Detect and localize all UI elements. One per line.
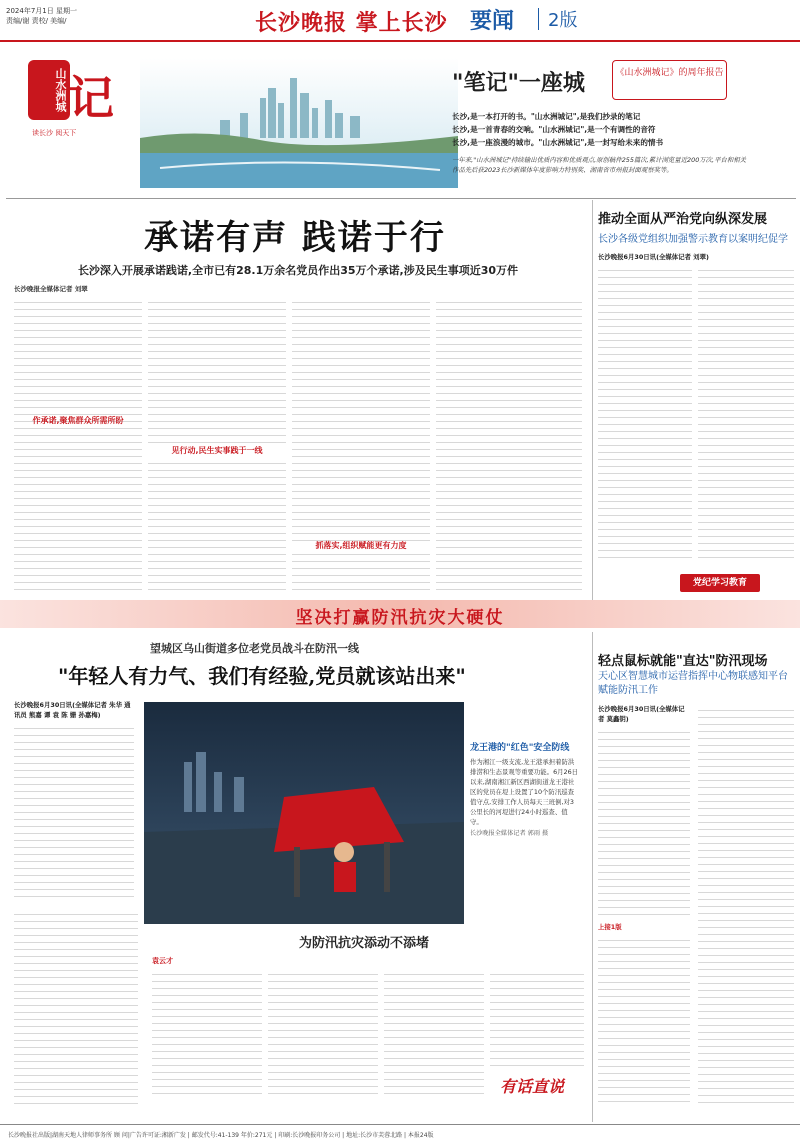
lead-column-3 — [292, 296, 430, 596]
essay-column-3 — [384, 968, 484, 1100]
lead-column-2 — [148, 296, 286, 596]
banner-line: 长沙,是一座浪漫的城市。"山水洲城记",是一封写给未来的情书 — [452, 138, 664, 147]
photo-caption: 作为湘江一级支流,龙王港承担着防洪排涝和生态景观等重要功能。6月26日以来,湖南湘江新区西湖街道龙王港社区的党员在堤上设置了10个防汛巡查值守点,安排工作人员每天三班倒,对3公里长的河堤进行24小时巡查、值守。 — [470, 758, 579, 826]
essay-byline: 袁云才 — [152, 957, 173, 965]
feature-kicker: 望城区乌山街道多位老党员战斗在防汛一线 — [150, 642, 359, 655]
lead-subhead: 长沙深入开展承诺践诺,全市已有28.1万余名党员作出35万个承诺,涉及民生事项近30万件 — [77, 264, 519, 277]
banner-title: "笔记"一座城 — [452, 70, 585, 96]
report-badge: 《山水洲城记》的周年报告 — [612, 60, 727, 100]
feature-column-1b — [14, 908, 138, 1106]
skyline-photo — [140, 58, 458, 188]
essay-column-2 — [268, 968, 378, 1100]
banner-lines — [452, 110, 752, 149]
masthead-logo: 长沙晚报 掌上长沙 — [255, 10, 448, 36]
feature-byline: 长沙晚报6月30日讯(全媒体记者 朱华 通讯员 熊嘉 谭 袁 陈 姗 孙嘉梅) — [14, 701, 131, 719]
discipline-badge: 党纪学习教育 — [680, 574, 760, 592]
divider — [592, 200, 593, 600]
photo-title: 龙王港的"红色"安全防线 — [470, 743, 570, 753]
footer-text: 长沙晚报社出版|湖南天地人律师事务所 顾 问|广告许可证:湘新广发 | 邮发代号:41-139 年价:271元 | 印刷:长沙晚报印务公司 | 地址:长沙市芙蓉北路 | 本报24版 — [8, 1132, 434, 1139]
essay-column-4 — [490, 968, 584, 1068]
side1-headline: 推动全面从严治党向纵深发展 — [598, 212, 768, 227]
feature-headline: "年轻人有力气、我们有经验,党员就该站出来" — [58, 664, 466, 688]
side2-subhead: 天心区智慧城市运营指挥中心物联感知平台赋能防汛工作 — [598, 671, 788, 696]
continued-link[interactable]: 上接1版 — [598, 923, 622, 931]
feature-column-1 — [14, 722, 134, 902]
night-riverbank-illustration — [144, 702, 464, 924]
issue-date — [6, 6, 166, 26]
side1-byline: 长沙晚报6月30日讯(全媒体记者 刘翠) — [598, 253, 709, 261]
brand-slogan: 读长沙 阅天下 — [32, 129, 77, 137]
theme-band-title: 坚决打赢防汛抗灾大硬仗 — [295, 608, 505, 628]
side1-column-2 — [698, 264, 794, 564]
photo-credit: 长沙晚报全媒体记者 郭雨 摄 — [470, 830, 549, 837]
side1-subhead: 长沙各级党组织加强警示教育以案明纪促学 — [598, 234, 788, 245]
banner-line: 长沙,是一本打开的书。"山水洲城记",是我们抄录的笔记 — [452, 112, 641, 121]
page-number: 2版 — [548, 10, 578, 31]
side2-column-2 — [698, 704, 794, 1104]
brand-char: 记 — [68, 71, 114, 125]
side2-byline: 长沙晚报6月30日讯(全媒体记者 莫鑫钥) — [598, 705, 685, 723]
side2-column-1 — [598, 726, 690, 916]
banner-summary: 一年来,"山水洲城记"持续输出优质内容和优质观点,原创稿件255篇次,累计浏览量近200万次,平台和相关作品先后获2023长沙新媒体年度影响力特别奖、湖南省市州报封面观察奖等。 — [452, 156, 747, 174]
essay-column-1 — [152, 968, 262, 1100]
section-name: 要闻 — [470, 9, 515, 34]
column-logo: 有话直说 — [500, 1077, 565, 1096]
lead-subhead-2: 见行动,民生实事践于一线 — [148, 446, 286, 457]
date-text: 2024年7月1日 星期一 — [6, 7, 77, 15]
divider — [538, 8, 539, 30]
page-footer — [0, 1124, 800, 1146]
lead-column-4 — [436, 296, 582, 596]
divider — [592, 632, 593, 1122]
page-header — [0, 0, 800, 42]
lead-headline: 承诺有声 践诺于行 — [144, 218, 446, 258]
theme-band — [0, 600, 800, 628]
side2-column-3 — [598, 934, 690, 1104]
side2-headline: 轻点鼠标就能"直达"防汛现场 — [598, 654, 768, 669]
lead-subhead-3: 抓落实,组织赋能更有力度 — [292, 541, 430, 552]
skyline-illustration — [140, 58, 458, 188]
lead-column-1 — [14, 296, 142, 596]
photo-caption-box — [470, 740, 580, 839]
divider — [6, 198, 796, 199]
editor-text: 责编/谢 责校/ 美编/ — [6, 17, 67, 25]
side1-column-1 — [598, 264, 692, 564]
lead-byline: 长沙晚报全媒体记者 刘翠 — [14, 285, 88, 293]
essay-headline: 为防汛抗灾添动不添堵 — [298, 936, 429, 951]
brand-mark: 山水洲城 — [28, 60, 70, 120]
banner-line: 长沙,是一首青春的交响。"山水洲城记",是一个有调性的音符 — [452, 125, 656, 134]
night-photo — [144, 702, 464, 924]
lead-subhead-1: 作承诺,聚焦群众所需所盼 — [32, 416, 124, 425]
